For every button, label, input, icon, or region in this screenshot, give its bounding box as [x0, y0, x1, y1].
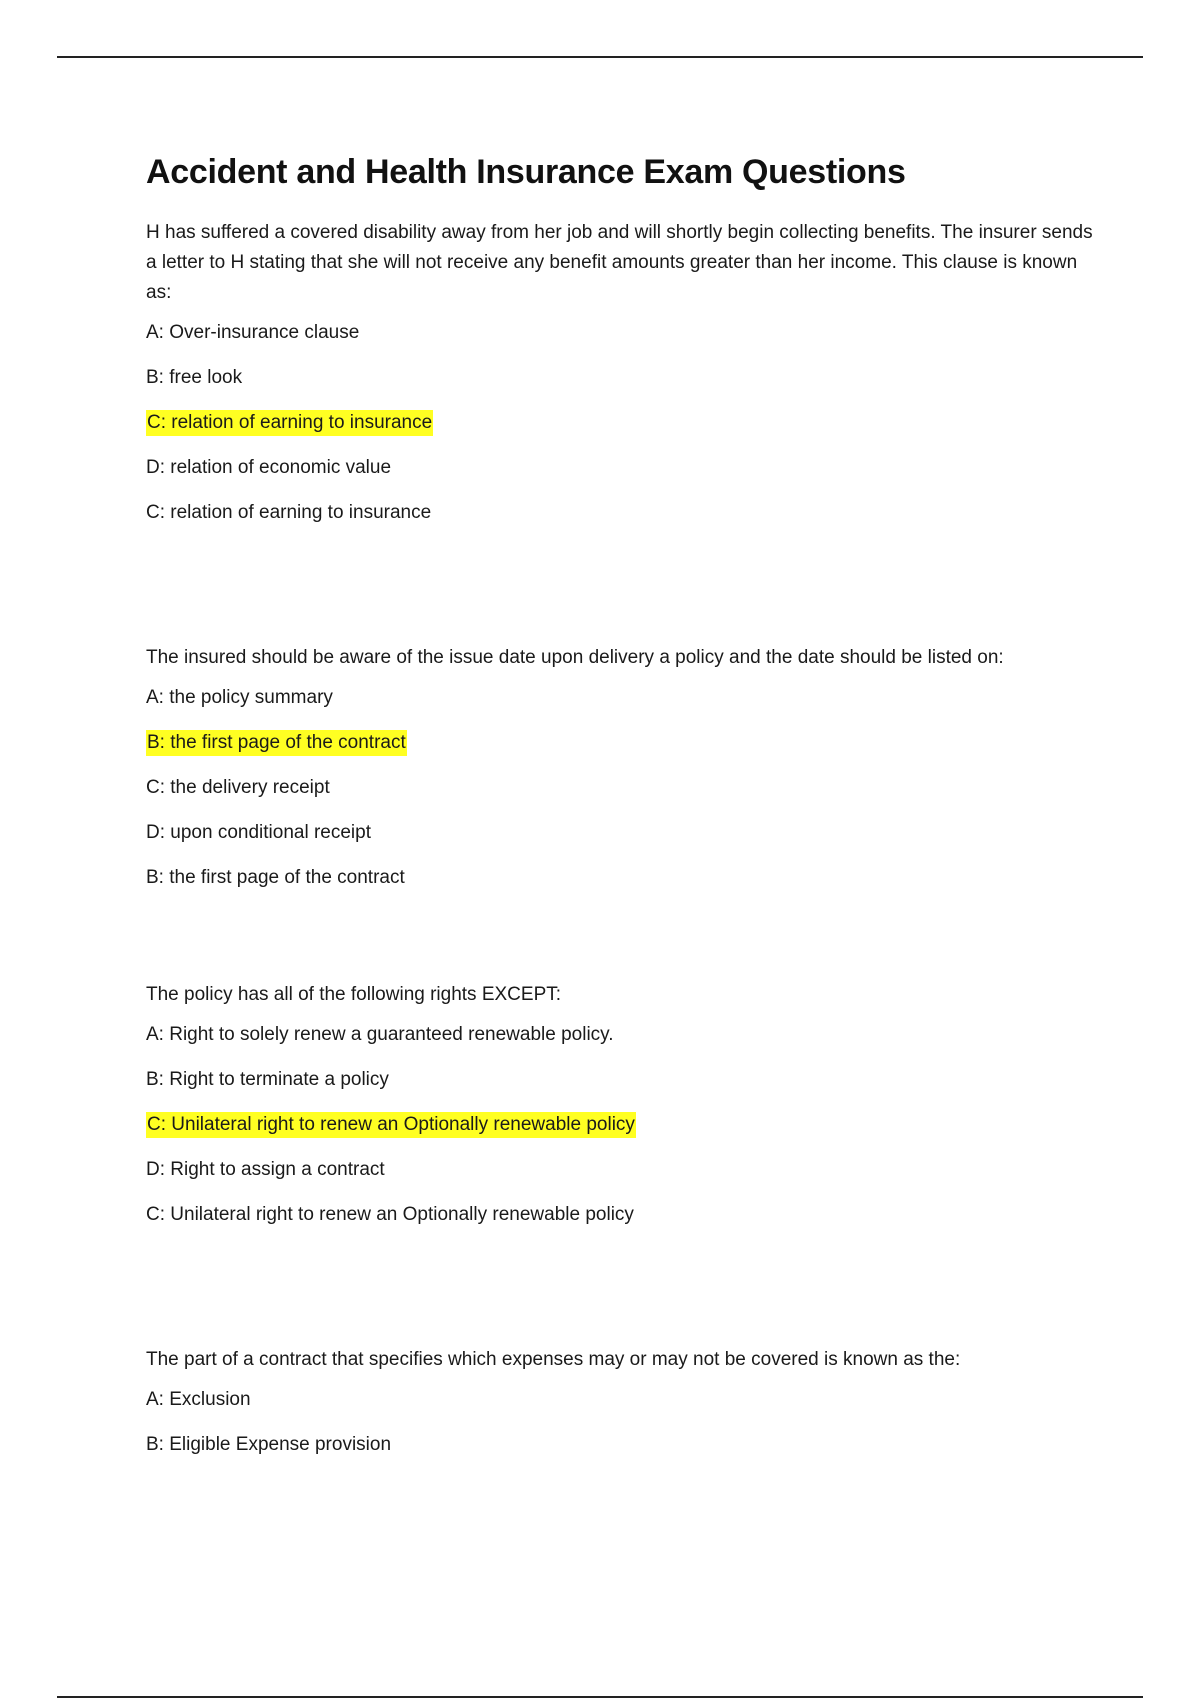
option-label: A: Exclusion — [146, 1389, 251, 1410]
answer-text: B: the first page of the contract — [146, 867, 405, 888]
option-label: B: free look — [146, 367, 243, 388]
answer-text: C: relation of earning to insurance — [146, 502, 432, 523]
question-text: The insured should be aware of the issue date upon delivery a policy and the date should be listed on: — [146, 647, 1004, 668]
answer-line — [146, 865, 1096, 891]
option-label: A: the policy summary — [146, 687, 333, 708]
option-a — [146, 320, 1096, 346]
document-body — [146, 148, 1096, 1477]
option-label: B: Right to terminate a policy — [146, 1069, 389, 1090]
highlighted-option-label: C: relation of earning to insurance — [146, 410, 433, 436]
document-title: Accident and Health Insurance Exam Questions — [146, 153, 906, 191]
spacer — [146, 1247, 1096, 1345]
option-label: A: Over-insurance clause — [146, 322, 360, 343]
spacer — [146, 545, 1096, 643]
option-c-highlighted — [146, 1112, 1096, 1138]
option-b-highlighted — [146, 730, 1096, 756]
option-c-highlighted — [146, 410, 1096, 436]
option-label: B: Eligible Expense provision — [146, 1434, 392, 1455]
question-2 — [146, 643, 1096, 891]
question-4 — [146, 1345, 1096, 1458]
option-d — [146, 820, 1096, 846]
option-label: A: Right to solely renew a guaranteed renewable policy. — [146, 1024, 614, 1045]
answer-text: C: Unilateral right to renew an Optionally renewable policy — [146, 1204, 634, 1225]
option-label: D: relation of economic value — [146, 457, 392, 478]
option-a — [146, 1022, 1096, 1048]
option-a — [146, 1387, 1096, 1413]
question-text: H has suffered a covered disability away from her job and will shortly begin collecting benefits. The insurer sends a letter to H stating that she will not receive any benefit amounts greater than her income. This clause is known as: — [146, 222, 1093, 303]
question-1 — [146, 218, 1096, 526]
top-rule — [57, 56, 1143, 58]
option-c — [146, 775, 1096, 801]
option-b — [146, 1067, 1096, 1093]
highlighted-option-label: C: Unilateral right to renew an Optionally renewable policy — [146, 1112, 636, 1138]
answer-line — [146, 500, 1096, 526]
option-label: D: upon conditional receipt — [146, 822, 371, 843]
spacer — [146, 910, 1096, 980]
option-b — [146, 365, 1096, 391]
question-text: The policy has all of the following rights EXCEPT: — [146, 984, 562, 1005]
option-d — [146, 455, 1096, 481]
option-b — [146, 1432, 1096, 1458]
question-3 — [146, 980, 1096, 1228]
option-d — [146, 1157, 1096, 1183]
bottom-rule — [57, 1696, 1143, 1698]
highlighted-option-label: B: the first page of the contract — [146, 730, 407, 756]
answer-line — [146, 1202, 1096, 1228]
question-text: The part of a contract that specifies which expenses may or may not be covered is known as the: — [146, 1349, 961, 1370]
option-label: D: Right to assign a contract — [146, 1159, 385, 1180]
option-label: C: the delivery receipt — [146, 777, 330, 798]
option-a — [146, 685, 1096, 711]
